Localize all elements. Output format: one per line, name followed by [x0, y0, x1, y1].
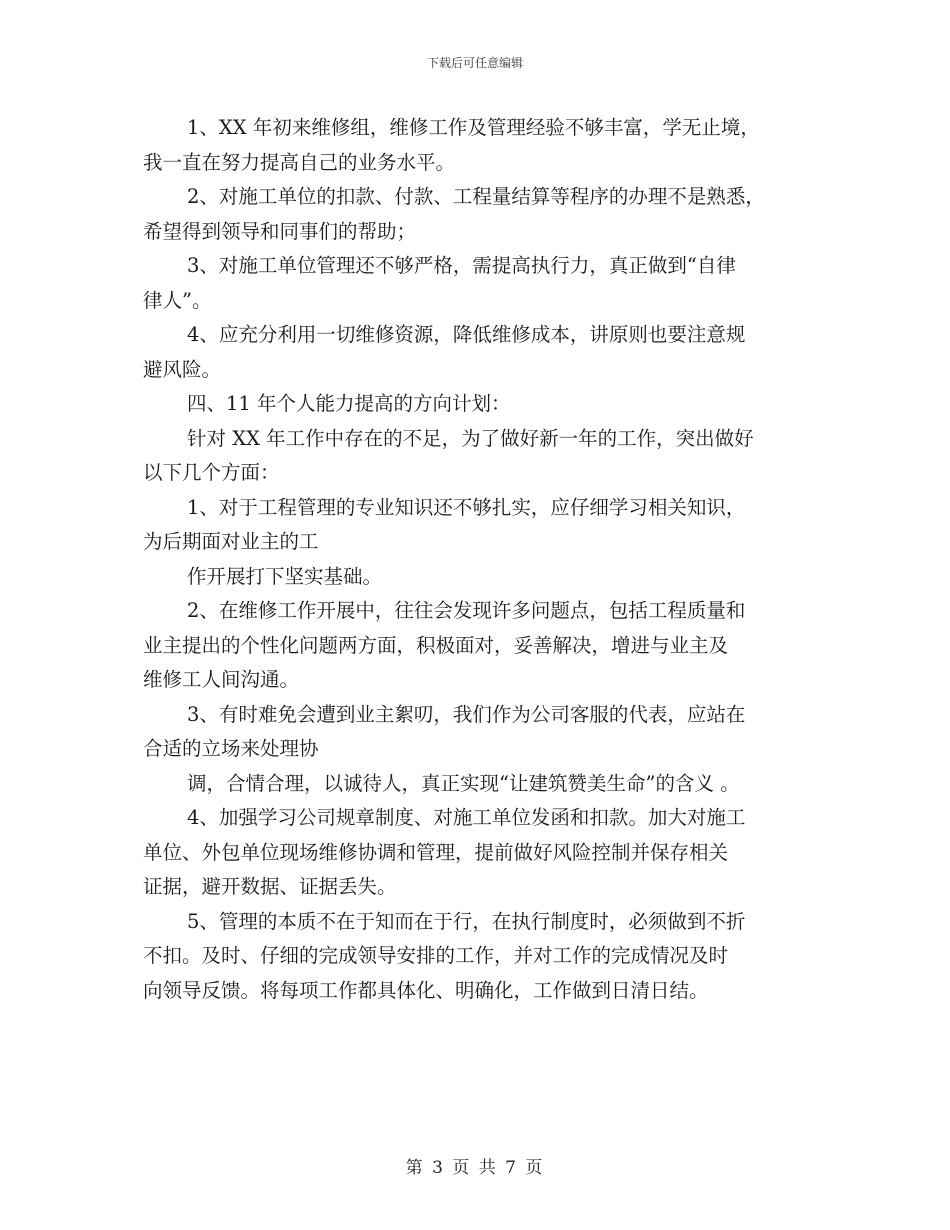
text-line: 不扣。及时、仔细的完成领导安排的工作，并对工作的完成情况及时 [143, 944, 729, 967]
text-line: 2、对施工单位的扣款、付款、工程量结算等程序的办理不是熟悉， [187, 185, 765, 208]
text-line: 以下几个方面： [143, 461, 280, 484]
text-line: 5、管理的本质不在于知而在于行，在执行制度时，必须做到不折 [187, 909, 746, 933]
text-line: 3、有时难免会遭到业主絮叨，我们作为公司客服的代表，应站在 [187, 702, 746, 726]
text-line: 四、11 年个人能力提高的方向计划： [187, 392, 511, 415]
text-line: 合适的立场来处理协 [143, 737, 319, 760]
text-line: 针对 XX 年工作中存在的不足，为了做好新一年的工作，突出做好 [187, 426, 754, 450]
text-line: 单位、外包单位现场维修协调和管理，提前做好风险控制并保存相关 [143, 840, 729, 864]
header-note: 下载后可任意编辑 [426, 56, 523, 70]
text-line: 4、应充分利用一切维修资源，降低维修成本，讲原则也要注意规 [187, 323, 746, 346]
text-line: 调，合情合理，以诚待人，真正实现“让建筑赞美生命”的含义 。 [187, 771, 740, 795]
text-line: 维修工人间沟通。 [143, 668, 300, 691]
text-line: 我一直在努力提高自己的业务水平。 [143, 150, 456, 174]
text-line: 1、XX 年初来维修组，维修工作及管理经验不够丰富，学无止境， [187, 116, 760, 139]
text-line: 向领导反馈。将每项工作都具体化、明确化，工作做到日清日结。 [143, 978, 709, 1002]
text-line: 为后期面对业主的工 [143, 530, 319, 553]
text-line: 1、对于工程管理的专业知识还不够扎实，应仔细学习相关知识， [187, 495, 746, 519]
document-body [143, 111, 823, 1008]
text-line: 希望得到领导和同事们的帮助； [143, 219, 417, 243]
text-line: 3、对施工单位管理还不够严格，需提高执行力，真正做到“自律 [187, 254, 736, 277]
text-line: 4、加强学习公司规章制度、对施工单位发函和扣款。加大对施工 [187, 806, 746, 829]
page-footer: 第 3 页 共 7 页 [405, 1158, 545, 1178]
text-line: 2、在维修工作开展中，往往会发现许多问题点，包括工程质量和 [187, 599, 746, 622]
text-line: 律人”。 [143, 288, 212, 312]
text-line: 证据，避开数据、证据丢失。 [143, 875, 397, 898]
text-line: 避风险。 [143, 357, 222, 381]
text-line: 业主提出的个性化问题两方面，积极面对，妥善解决，增进与业主及 [143, 633, 729, 657]
text-line: 作开展打下坚实基础。 [187, 564, 383, 588]
